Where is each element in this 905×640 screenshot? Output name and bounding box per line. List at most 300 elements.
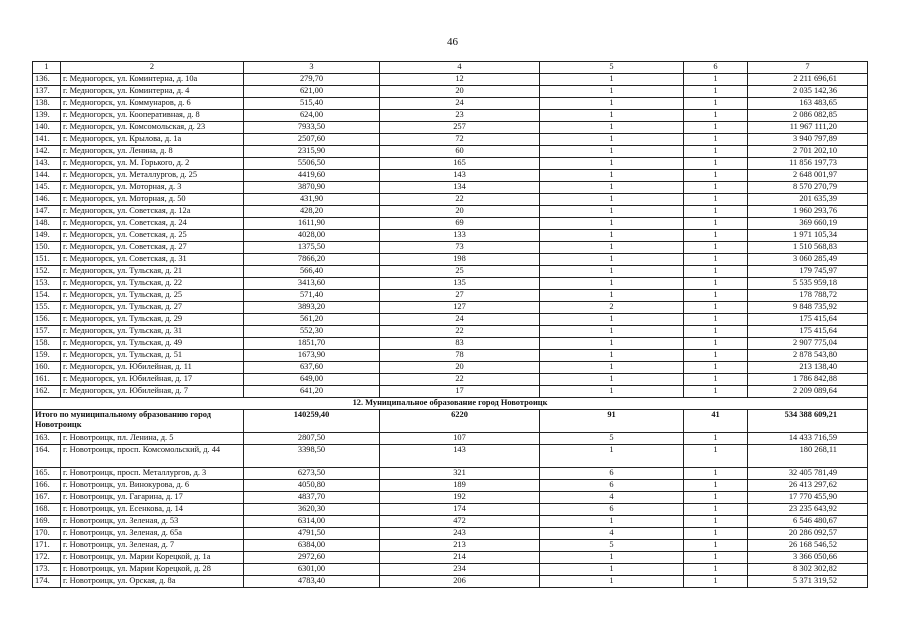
cell-row-number: 162.: [33, 386, 61, 398]
section-title: 12. Муниципальное образование город Новотроицк: [33, 398, 868, 410]
cell-cost: 2 907 775,04: [748, 338, 868, 350]
cell-address: г. Медногорск, ул. Советская, д. 25: [61, 230, 244, 242]
cell-col5: 1: [540, 206, 684, 218]
cell-residents: 133: [380, 230, 540, 242]
cell-address: г. Медногорск, ул. Юбилейная, д. 17: [61, 374, 244, 386]
cell-area: 515,40: [244, 98, 380, 110]
cell-row-number: 174.: [33, 576, 61, 588]
cell-address: г. Медногорск, ул. Тульская, д. 25: [61, 290, 244, 302]
cell-address: г. Медногорск, ул. Крылова, д. 1а: [61, 134, 244, 146]
cell-address: г. Медногорск, ул. Советская, д. 27: [61, 242, 244, 254]
cell-col5: 1: [540, 386, 684, 398]
cell-address: г. Медногорск, ул. М. Горького, д. 2: [61, 158, 244, 170]
table-row: [33, 254, 868, 266]
table-row: [33, 338, 868, 350]
cell-cost: 1 960 293,76: [748, 206, 868, 218]
table-row: [33, 374, 868, 386]
cell-col5: 1: [540, 146, 684, 158]
cell-col5: 1: [540, 230, 684, 242]
cell-col5: 1: [540, 86, 684, 98]
cell-row-number: 153.: [33, 278, 61, 290]
cell-row-number: 164.: [33, 445, 61, 468]
cell-area: 4419,60: [244, 170, 380, 182]
cell-area: 4028,00: [244, 230, 380, 242]
cell-address: г. Медногорск, ул. Тульская, д. 21: [61, 266, 244, 278]
cell-cost: 17 770 455,90: [748, 492, 868, 504]
cell-address: г. Медногорск, ул. Моторная, д. 50: [61, 194, 244, 206]
cell-row-number: 155.: [33, 302, 61, 314]
cell-row-number: 151.: [33, 254, 61, 266]
cell-cost: 201 635,39: [748, 194, 868, 206]
cell-col6: 1: [684, 386, 748, 398]
cell-col6: 1: [684, 134, 748, 146]
cell-residents: 72: [380, 134, 540, 146]
cell-row-number: 139.: [33, 110, 61, 122]
cell-row-number: 138.: [33, 98, 61, 110]
cell-row-number: 147.: [33, 206, 61, 218]
cell-cost: 2 211 696,61: [748, 74, 868, 86]
cell-cost: 5 535 959,18: [748, 278, 868, 290]
cell-col5: 1: [540, 170, 684, 182]
cell-residents: 174: [380, 504, 540, 516]
cell-residents: 22: [380, 326, 540, 338]
table-row: [33, 74, 868, 86]
cell-col6: 1: [684, 218, 748, 230]
table-row: [33, 362, 868, 374]
cell-area: 552,30: [244, 326, 380, 338]
cell-row-number: 171.: [33, 540, 61, 552]
table-row: [33, 552, 868, 564]
cell-residents: 22: [380, 374, 540, 386]
cell-col6: 1: [684, 374, 748, 386]
cell-col6: 1: [684, 504, 748, 516]
cell-address: г. Медногорск, ул. Советская, д. 24: [61, 218, 244, 230]
cell-row-number: 137.: [33, 86, 61, 98]
cell-row-number: 152.: [33, 266, 61, 278]
cell-col6: 1: [684, 170, 748, 182]
cell-area: 431,90: [244, 194, 380, 206]
cell-cost: 179 745,97: [748, 266, 868, 278]
cell-cost: 14 433 716,59: [748, 433, 868, 445]
cell-area: 6314,00: [244, 516, 380, 528]
cell-residents: 60: [380, 146, 540, 158]
cell-address: г. Медногорск, ул. Комсомольская, д. 23: [61, 122, 244, 134]
cell-address: г. Новотроицк, ул. Гагарина, д. 17: [61, 492, 244, 504]
total-residents: 6220: [380, 410, 540, 433]
cell-col5: 1: [540, 110, 684, 122]
table-row: [33, 242, 868, 254]
cell-address: г. Медногорск, ул. Кооперативная, д. 8: [61, 110, 244, 122]
table-row: [33, 528, 868, 540]
table-row: [33, 576, 868, 588]
cell-row-number: 168.: [33, 504, 61, 516]
column-header: 2: [61, 62, 244, 74]
cell-area: 624,00: [244, 110, 380, 122]
cell-cost: 6 546 480,67: [748, 516, 868, 528]
table-row: [33, 122, 868, 134]
cell-col6: 1: [684, 540, 748, 552]
cell-residents: 20: [380, 86, 540, 98]
cell-residents: 214: [380, 552, 540, 564]
cell-area: 561,20: [244, 314, 380, 326]
total-row: [33, 410, 868, 433]
cell-col5: 1: [540, 374, 684, 386]
cell-address: г. Новотроицк, ул. Зеленая, д. 7: [61, 540, 244, 552]
cell-row-number: 170.: [33, 528, 61, 540]
cell-residents: 107: [380, 433, 540, 445]
cell-address: г. Новотроицк, пл. Ленина, д. 5: [61, 433, 244, 445]
table-row: [33, 564, 868, 576]
cell-col6: 1: [684, 110, 748, 122]
cell-col6: 1: [684, 492, 748, 504]
cell-cost: 11 967 111,20: [748, 122, 868, 134]
cell-col5: 1: [540, 552, 684, 564]
cell-col5: 1: [540, 98, 684, 110]
cell-col5: 1: [540, 350, 684, 362]
cell-row-number: 157.: [33, 326, 61, 338]
cell-row-number: 166.: [33, 480, 61, 492]
cell-area: 1851,70: [244, 338, 380, 350]
cell-row-number: 136.: [33, 74, 61, 86]
cell-residents: 134: [380, 182, 540, 194]
cell-address: г. Медногорск, ул. Тульская, д. 49: [61, 338, 244, 350]
table-row: [33, 134, 868, 146]
cell-residents: 321: [380, 468, 540, 480]
cell-address: г. Медногорск, ул. Юбилейная, д. 7: [61, 386, 244, 398]
cell-col6: 1: [684, 146, 748, 158]
cell-address: г. Новотроицк, ул. Зеленая, д. 53: [61, 516, 244, 528]
cell-address: г. Новотроицк, ул. Марии Корецкой, д. 28: [61, 564, 244, 576]
cell-area: 637,60: [244, 362, 380, 374]
cell-cost: 32 405 781,49: [748, 468, 868, 480]
cell-cost: 3 366 050,66: [748, 552, 868, 564]
table-row: [33, 350, 868, 362]
table-row: [33, 386, 868, 398]
cell-area: 3413,60: [244, 278, 380, 290]
cell-cost: 11 856 197,73: [748, 158, 868, 170]
cell-area: 1611,90: [244, 218, 380, 230]
cell-address: г. Новотроицк, ул. Марии Корецкой, д. 1а: [61, 552, 244, 564]
cell-col6: 1: [684, 564, 748, 576]
cell-col5: 6: [540, 504, 684, 516]
cell-col6: 1: [684, 158, 748, 170]
table-row: [33, 170, 868, 182]
cell-col6: 1: [684, 528, 748, 540]
cell-cost: 2 701 202,10: [748, 146, 868, 158]
column-header: 3: [244, 62, 380, 74]
cell-area: 3620,30: [244, 504, 380, 516]
cell-col6: 1: [684, 326, 748, 338]
cell-row-number: 143.: [33, 158, 61, 170]
cell-col5: 4: [540, 528, 684, 540]
cell-address: г. Медногорск, ул. Советская, д. 12а: [61, 206, 244, 218]
cell-col5: 4: [540, 492, 684, 504]
cell-address: г. Медногорск, ул. Тульская, д. 27: [61, 302, 244, 314]
cell-row-number: 154.: [33, 290, 61, 302]
total-col6: 41: [684, 410, 748, 433]
table-row: [33, 146, 868, 158]
cell-col5: 1: [540, 362, 684, 374]
cell-col5: 1: [540, 326, 684, 338]
cell-area: 7866,20: [244, 254, 380, 266]
data-table: [32, 61, 868, 588]
cell-row-number: 167.: [33, 492, 61, 504]
section-block: [33, 398, 868, 433]
cell-col5: 5: [540, 433, 684, 445]
cell-col5: 1: [540, 516, 684, 528]
cell-col5: 1: [540, 314, 684, 326]
cell-cost: 26 413 297,62: [748, 480, 868, 492]
cell-row-number: 173.: [33, 564, 61, 576]
cell-row-number: 159.: [33, 350, 61, 362]
cell-residents: 135: [380, 278, 540, 290]
table-row: [33, 492, 868, 504]
table-row: [33, 445, 868, 468]
cell-residents: 24: [380, 314, 540, 326]
page-number: 46: [447, 36, 458, 48]
cell-row-number: 146.: [33, 194, 61, 206]
cell-cost: 26 168 546,52: [748, 540, 868, 552]
table-row: [33, 302, 868, 314]
cell-address: г. Медногорск, ул. Ленина, д. 8: [61, 146, 244, 158]
cell-residents: 189: [380, 480, 540, 492]
cell-area: 3870,90: [244, 182, 380, 194]
cell-address: г. Медногорск, ул. Коминтерна, д. 4: [61, 86, 244, 98]
cell-area: 4837,70: [244, 492, 380, 504]
cell-residents: 20: [380, 206, 540, 218]
table-row: [33, 468, 868, 480]
cell-col6: 1: [684, 314, 748, 326]
table-row: [33, 218, 868, 230]
cell-area: 6384,00: [244, 540, 380, 552]
cell-col5: 6: [540, 468, 684, 480]
cell-col6: 1: [684, 516, 748, 528]
cell-area: 4050,80: [244, 480, 380, 492]
cell-col6: 1: [684, 194, 748, 206]
cell-area: 1673,90: [244, 350, 380, 362]
cell-col5: 1: [540, 266, 684, 278]
cell-area: 1375,50: [244, 242, 380, 254]
cell-residents: 165: [380, 158, 540, 170]
cell-col6: 1: [684, 206, 748, 218]
cell-area: 4783,40: [244, 576, 380, 588]
cell-col6: 1: [684, 552, 748, 564]
cell-residents: 17: [380, 386, 540, 398]
cell-col5: 1: [540, 576, 684, 588]
cell-residents: 192: [380, 492, 540, 504]
table-row: [33, 110, 868, 122]
table-row: [33, 516, 868, 528]
table-row: [33, 158, 868, 170]
table-row: [33, 86, 868, 98]
table-row: [33, 326, 868, 338]
cell-address: г. Новотроицк, ул. Есенкова, д. 14: [61, 504, 244, 516]
cell-cost: 2 648 001,97: [748, 170, 868, 182]
cell-area: 5506,50: [244, 158, 380, 170]
cell-col5: 1: [540, 290, 684, 302]
table-row: [33, 194, 868, 206]
cell-row-number: 148.: [33, 218, 61, 230]
table-row: [33, 433, 868, 445]
cell-col5: 1: [540, 158, 684, 170]
cell-col6: 1: [684, 98, 748, 110]
cell-cost: 20 286 092,57: [748, 528, 868, 540]
cell-col6: 1: [684, 480, 748, 492]
cell-col5: 1: [540, 242, 684, 254]
cell-residents: 22: [380, 194, 540, 206]
cell-address: г. Медногорск, ул. Металлургов, д. 25: [61, 170, 244, 182]
cell-residents: 73: [380, 242, 540, 254]
cell-area: 4791,50: [244, 528, 380, 540]
cell-col6: 1: [684, 182, 748, 194]
table-row: [33, 480, 868, 492]
cell-col5: 1: [540, 564, 684, 576]
table-body-novotroitsk: [33, 433, 868, 588]
cell-address: г. Медногорск, ул. Тульская, д. 29: [61, 314, 244, 326]
cell-cost: 213 138,40: [748, 362, 868, 374]
cell-residents: 143: [380, 445, 540, 468]
cell-col6: 1: [684, 254, 748, 266]
cell-cost: 3 940 797,89: [748, 134, 868, 146]
table-row: [33, 278, 868, 290]
cell-cost: 1 971 105,34: [748, 230, 868, 242]
cell-col6: 1: [684, 338, 748, 350]
cell-cost: 175 415,64: [748, 326, 868, 338]
cell-col5: 1: [540, 122, 684, 134]
cell-col5: 1: [540, 134, 684, 146]
cell-area: 641,20: [244, 386, 380, 398]
cell-residents: 27: [380, 290, 540, 302]
cell-cost: 175 415,64: [748, 314, 868, 326]
cell-row-number: 165.: [33, 468, 61, 480]
table-row: [33, 504, 868, 516]
cell-row-number: 161.: [33, 374, 61, 386]
table-row: [33, 540, 868, 552]
cell-residents: 206: [380, 576, 540, 588]
cell-area: 6273,50: [244, 468, 380, 480]
cell-row-number: 149.: [33, 230, 61, 242]
cell-col6: 1: [684, 468, 748, 480]
cell-col6: 1: [684, 362, 748, 374]
cell-col6: 1: [684, 74, 748, 86]
cell-address: г. Медногорск, ул. Тульская, д. 31: [61, 326, 244, 338]
cell-residents: 257: [380, 122, 540, 134]
cell-area: 2807,50: [244, 433, 380, 445]
cell-cost: 3 060 285,49: [748, 254, 868, 266]
total-col5: 91: [540, 410, 684, 433]
cell-col6: 1: [684, 290, 748, 302]
cell-cost: 8 570 270,79: [748, 182, 868, 194]
cell-col6: 1: [684, 433, 748, 445]
cell-residents: 127: [380, 302, 540, 314]
cell-col5: 1: [540, 194, 684, 206]
cell-area: 2507,60: [244, 134, 380, 146]
cell-col6: 1: [684, 122, 748, 134]
cell-cost: 1 510 568,83: [748, 242, 868, 254]
cell-col5: 2: [540, 302, 684, 314]
cell-row-number: 169.: [33, 516, 61, 528]
cell-cost: 180 268,11: [748, 445, 868, 468]
cell-row-number: 150.: [33, 242, 61, 254]
cell-col5: 1: [540, 182, 684, 194]
cell-cost: 1 786 842,88: [748, 374, 868, 386]
cell-row-number: 144.: [33, 170, 61, 182]
cell-cost: 178 788,72: [748, 290, 868, 302]
cell-cost: 2 086 082,85: [748, 110, 868, 122]
cell-col6: 1: [684, 350, 748, 362]
cell-residents: 143: [380, 170, 540, 182]
cell-residents: 24: [380, 98, 540, 110]
cell-residents: 243: [380, 528, 540, 540]
cell-col6: 1: [684, 576, 748, 588]
cell-cost: 8 302 302,82: [748, 564, 868, 576]
table-row: [33, 206, 868, 218]
cell-address: г. Медногорск, ул. Юбилейная, д. 11: [61, 362, 244, 374]
table-row: [33, 182, 868, 194]
cell-area: 6301,00: [244, 564, 380, 576]
cell-address: г. Новотроицк, ул. Орская, д. 8а: [61, 576, 244, 588]
cell-area: 2972,60: [244, 552, 380, 564]
cell-area: 649,00: [244, 374, 380, 386]
column-header: 7: [748, 62, 868, 74]
table-row: [33, 266, 868, 278]
cell-col5: 1: [540, 74, 684, 86]
table-row: [33, 290, 868, 302]
cell-cost: 2 035 142,36: [748, 86, 868, 98]
cell-cost: 2 209 089,64: [748, 386, 868, 398]
cell-col5: 1: [540, 338, 684, 350]
cell-cost: 2 878 543,80: [748, 350, 868, 362]
cell-cost: 9 848 735,92: [748, 302, 868, 314]
cell-area: 3398,50: [244, 445, 380, 468]
column-header: 4: [380, 62, 540, 74]
cell-residents: 25: [380, 266, 540, 278]
cell-address: г. Медногорск, ул. Советская, д. 31: [61, 254, 244, 266]
cell-area: 7933,50: [244, 122, 380, 134]
cell-row-number: 145.: [33, 182, 61, 194]
cell-col6: 1: [684, 278, 748, 290]
total-label: Итого по муниципальному образованию город Новотроицк: [33, 410, 244, 433]
table-row: [33, 314, 868, 326]
cell-col6: 1: [684, 230, 748, 242]
cell-address: г. Новотроицк, ул. Винокурова, д. 6: [61, 480, 244, 492]
total-sum: 534 388 609,21: [748, 410, 868, 433]
cell-row-number: 140.: [33, 122, 61, 134]
table-row: [33, 98, 868, 110]
cell-area: 2315,90: [244, 146, 380, 158]
cell-cost: 163 483,65: [748, 98, 868, 110]
cell-col5: 1: [540, 254, 684, 266]
cell-cost: 5 371 319,52: [748, 576, 868, 588]
cell-address: г. Медногорск, ул. Коминтерна, д. 10а: [61, 74, 244, 86]
cell-row-number: 158.: [33, 338, 61, 350]
cell-cost: 369 660,19: [748, 218, 868, 230]
cell-area: 279,70: [244, 74, 380, 86]
cell-residents: 213: [380, 540, 540, 552]
cell-col6: 1: [684, 302, 748, 314]
cell-col6: 1: [684, 445, 748, 468]
cell-col6: 1: [684, 266, 748, 278]
cell-residents: 12: [380, 74, 540, 86]
cell-address: г. Медногорск, ул. Моторная, д. 3: [61, 182, 244, 194]
cell-row-number: 156.: [33, 314, 61, 326]
cell-row-number: 163.: [33, 433, 61, 445]
section-title-row: [33, 398, 868, 410]
cell-row-number: 141.: [33, 134, 61, 146]
cell-address: г. Новотроицк, просп. Комсомольский, д. 44: [61, 445, 244, 468]
cell-address: г. Новотроицк, ул. Зеленая, д. 65а: [61, 528, 244, 540]
cell-area: 621,00: [244, 86, 380, 98]
